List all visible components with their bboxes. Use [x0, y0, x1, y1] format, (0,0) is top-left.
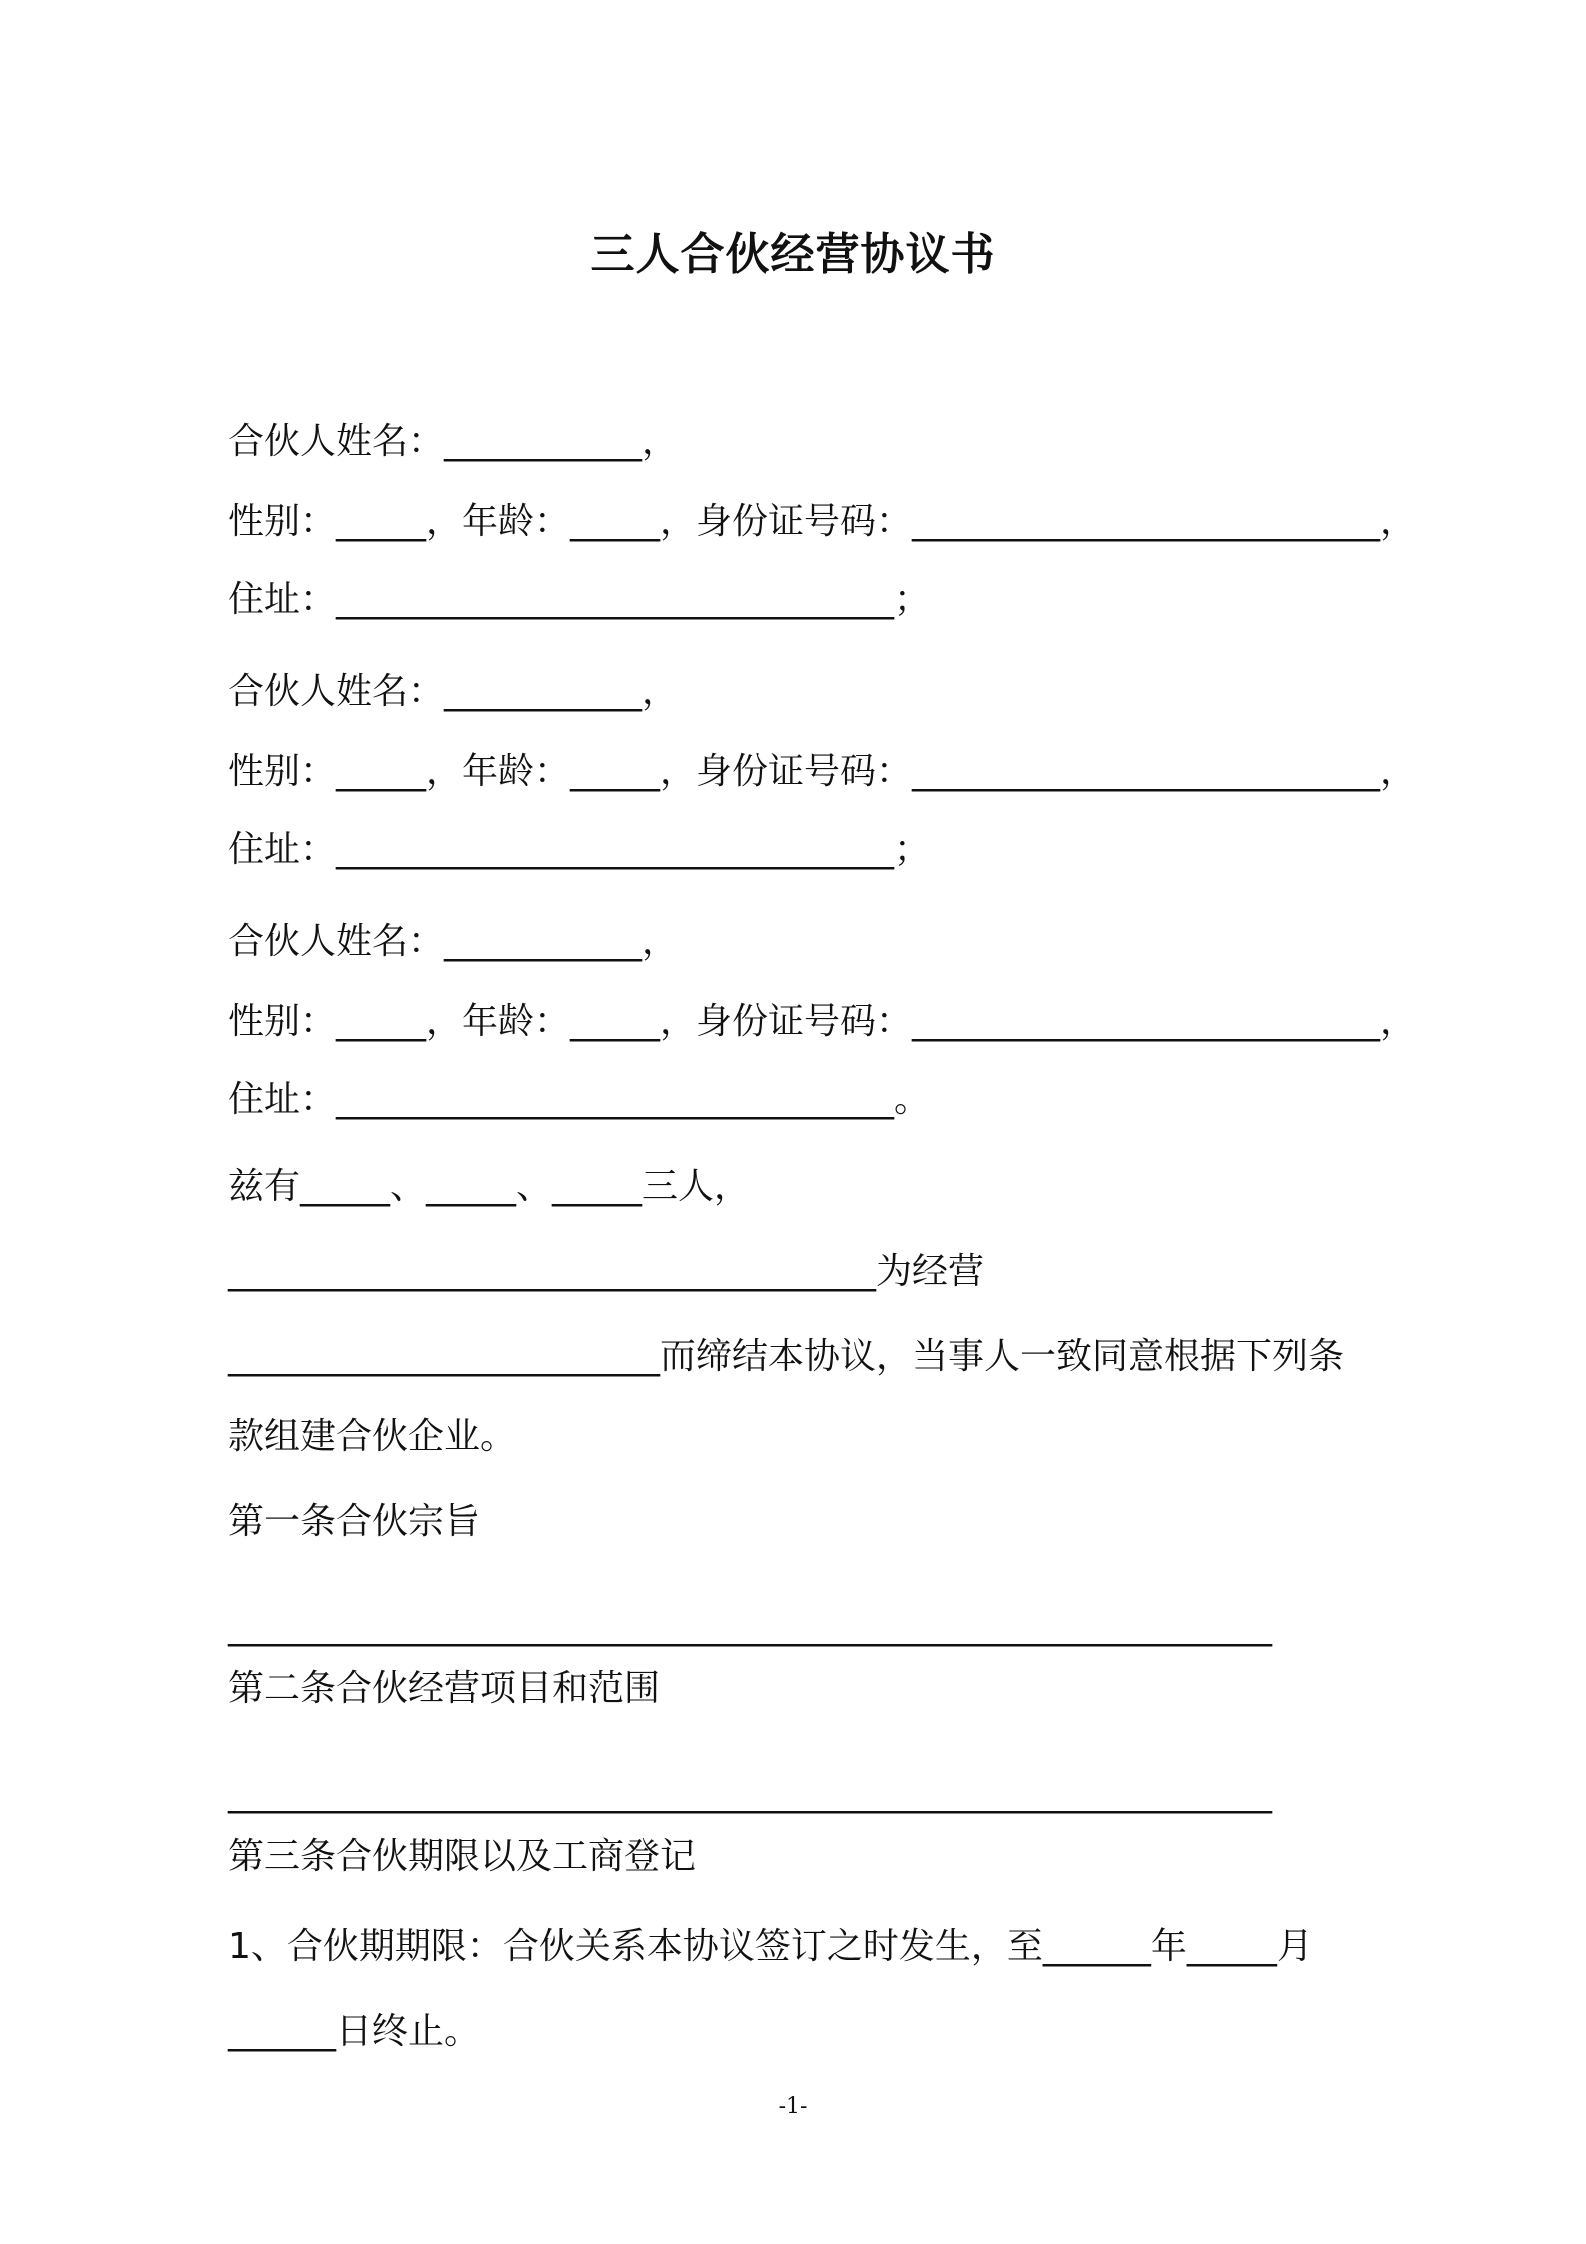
partner-1-address-line: 住址：_______________________________； — [228, 579, 931, 620]
intro-line-2: ____________________________________为经营 — [228, 1251, 985, 1292]
partner-2-address-line: 住址：_______________________________； — [228, 829, 931, 870]
article-1-heading: 第一条合伙宗旨 — [228, 1501, 481, 1542]
intro-line-4: 款组建合伙企业。 — [228, 1416, 517, 1457]
intro-line-1: 兹有_____、_____、_____三人， — [228, 1166, 751, 1207]
partner-1-name-line: 合伙人姓名：___________， — [228, 421, 679, 462]
article-3-item-1-line-2: ______日终止。 — [228, 2011, 481, 2052]
intro-line-3: ________________________而缔结本协议，当事人一致同意根据下列条 — [228, 1336, 1345, 1377]
document-title: 三人合伙经营协议书 — [590, 229, 996, 280]
article-1-blank: __________________________________________________________ — [228, 1606, 1272, 1647]
page-number: -1- — [778, 2094, 808, 2119]
partner-3-address-line: 住址：_______________________________。 — [228, 1079, 931, 1120]
article-2-blank: __________________________________________________________ — [228, 1773, 1272, 1814]
partner-2-name-line: 合伙人姓名：___________， — [228, 671, 679, 712]
partner-3-info-line: 性别：_____，年龄：_____，身份证号码：__________________________， — [228, 1001, 1417, 1042]
article-3-heading: 第三条合伙期限以及工商登记 — [228, 1836, 697, 1877]
article-2-heading: 第二条合伙经营项目和范围 — [228, 1668, 661, 1709]
partner-2-info-line: 性别：_____，年龄：_____，身份证号码：__________________________， — [228, 751, 1417, 792]
article-3-item-1-line-1: 1、合伙期期限：合伙关系本协议签订之时发生，至______年_____月 — [228, 1926, 1313, 1967]
partner-1-info-line: 性别：_____，年龄：_____，身份证号码：__________________________， — [228, 501, 1417, 542]
partner-3-name-line: 合伙人姓名：___________， — [228, 921, 679, 962]
